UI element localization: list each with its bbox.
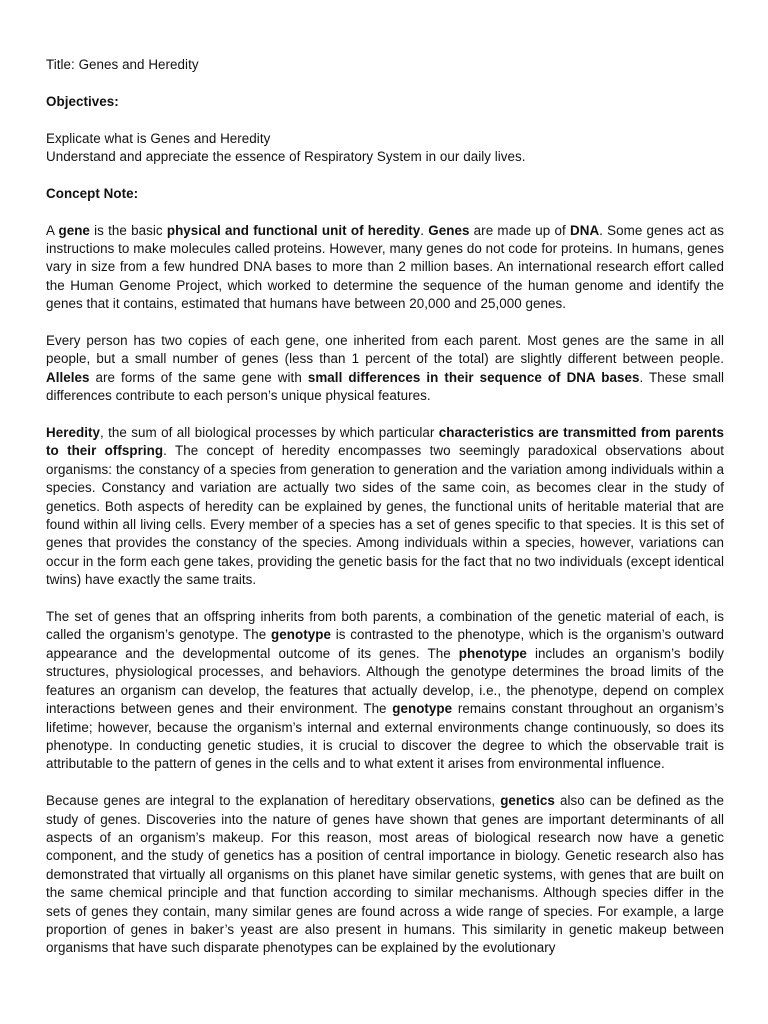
text-run: is the basic (89, 222, 167, 238)
bold-term: gene (58, 222, 90, 238)
text-run: is contrasted to the phenotype, which is the organism’s outward appearance and the developmental outcome of its genes. The (46, 627, 725, 661)
text-run: . These small differences contribute to each person’s unique physical features. (46, 369, 724, 404)
bold-term: phenotype (458, 645, 527, 661)
text-run: . Some genes act as instructions to make molecules called proteins. However, many genes do not code for proteins. In humans, genes vary in size from a few hundred DNA bases to more than 2 million bases. An international research effort called the Human Genome Project, which worked to determine the sequence of the human genome and identify the genes that it contains, estimated that humans have between 20,000 and 25,000 genes. (46, 222, 724, 312)
bold-term: Alleles (46, 369, 90, 385)
paragraph-genotype-phenotype (46, 608, 724, 774)
text-run: Because genes are integral to the explanation of hereditary observations, (46, 793, 501, 809)
text-run: also can be defined as the study of genes. Discoveries into the nature of genes have shown that genes are important determinants of all aspects of an organism’s makeup. For this reason, most areas of biological research now have a genetic component, and the study of genetics has a position of central importance in biology. Genetic research also has demonstrated that virtually all organisms on this planet have similar genetic systems, with genes that are built on the same chemical principle and that function according to similar mechanisms. Although species differ in the sets of genes they contain, many similar genes are found across a wide range of species. For example, a large proportion of genes in baker’s yeast are also present in humans. This similarity in genetic makeup between organisms that have such disparate phenotypes can be explained by the evolutionary (46, 793, 724, 956)
bold-term: Heredity (46, 425, 100, 441)
text-run: Every person has two copies of each gene, one inherited from each parent. Most genes are the same in all people, but a small number of genes (less than 1 percent of the total) are slightly different between people. (46, 333, 724, 367)
objectives-heading: Objectives: (46, 93, 119, 109)
concept-note-heading: Concept Note: (46, 185, 139, 201)
bold-term: DNA (570, 222, 600, 238)
bold-term: physical and functional unit of heredity (166, 222, 421, 238)
bold-term: small differences in their sequence of DNA bases (307, 369, 640, 385)
paragraph-heredity (46, 424, 724, 590)
objectives-list (46, 130, 724, 167)
bold-term: genotype (271, 627, 331, 643)
document-title: Title: Genes and Heredity (46, 57, 199, 72)
bold-term: genotype (392, 701, 453, 717)
text-run: . The concept of heredity encompasses two seemingly paradoxical observations about organisms: the constancy of a species from generation to generation and the variation among individuals within a species. Constancy and variation are actually two sides of the same coin, as becomes clear in the study of genetics. Both aspects of heredity can be explained by genes, the functional units of heritable material that are found within all living cells. Every member of a species has a set of genes specific to that species. It is this set of genes that provides the constancy of the species. Among individuals within a species, however, variations can occur in the form each gene takes, providing the genetic basis for the fact that no two individuals (except identical twins) have exactly the same traits. (46, 443, 724, 588)
bold-term: Genes (428, 222, 470, 238)
paragraph-gene-definition (46, 222, 724, 314)
bold-term: characteristics are transmitted from parents to their offspring (46, 425, 724, 459)
text-run: . (420, 222, 429, 238)
paragraph-genetics (46, 792, 724, 958)
text-run: A (46, 222, 59, 238)
text-run: are made up of (469, 222, 570, 238)
paragraph-alleles (46, 332, 724, 406)
objective-item: Understand and appreciate the essence of Respiratory System in our daily lives. (46, 149, 526, 164)
bold-term: genetics (500, 793, 555, 809)
text-run: includes an organism’s bodily structures, physiological processes, and behaviors. Although the genotype determines the broad limits of the features an organism can develop, the features that actually develop, i.e., the phenotype, depend on complex interactions between genes and their environment. The (46, 645, 724, 717)
text-run: remains constant throughout an organism’s lifetime; however, because the organism’s internal and external environments change continuously, so does its phenotype. In conducting genetic studies, it is crucial to discover the degree to which the observable trait is attributable to the pattern of genes in the cells and to what extent it arises from environmental influence. (46, 701, 725, 772)
text-run: , the sum of all biological processes by which particular (99, 425, 439, 441)
text-run: are forms of the same gene with (89, 369, 308, 385)
text-run: The set of genes that an offspring inherits from both parents, a combination of the genetic material of each, is called the organism’s genotype. The (46, 609, 724, 643)
objective-item: Explicate what is Genes and Heredity (46, 130, 271, 146)
